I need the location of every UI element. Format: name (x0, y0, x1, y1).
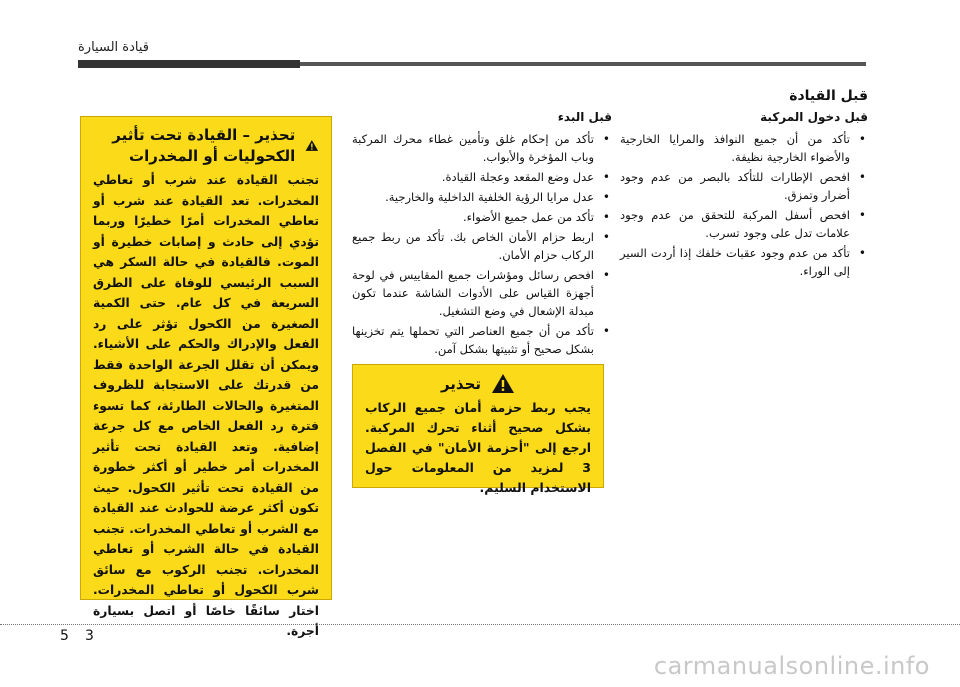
page-number-page: 5 (60, 628, 69, 644)
list-item: • تأكد من إحكام غلق وتأمين غطاء محرك المركبة وباب المؤخرة والأبواب. (352, 130, 594, 166)
section-title: قبل القيادة (789, 88, 868, 104)
list-item: • تأكد من عمل جميع الأضواء. (352, 208, 594, 226)
list-item: • عدل مرايا الرؤية الخلفية الداخلية والخارجية. (352, 188, 594, 206)
right-column-heading: قبل دخول المركبة (760, 110, 868, 124)
list-item: • تأكد من عدم وجود عقبات خلفك إذا أردت السير إلى الوراء. (620, 244, 850, 280)
list-item: • افحص الإطارات للتأكد بالبصر من عدم وجود أضرار وتمزق. (620, 168, 850, 204)
warning-text: يجب ربط حزمة أمان جميع الركاب بشكل صحيح أثناء تحرك المركبة. ارجع إلى "أحزمة الأمان" في الفصل 3 لمزيد من المعلومات حول الاستخدام السليم. (365, 400, 591, 495)
middle-column-list (352, 130, 612, 358)
list-item: • افحص رسائل ومؤشرات جميع المقاييس في لوحة أجهزة القياس على الأدوات الشاشة عندما تكون مبدلة الإشعال في وضع التشغيل. (352, 266, 594, 320)
list-item: • افحص أسفل المركبة للتحقق من عدم وجود علامات تدل على وجود تسرب. (620, 206, 850, 242)
list-item: • عدل وضع المقعد وعجلة القيادة. (352, 168, 594, 186)
middle-column (352, 108, 612, 360)
warning-box-alcohol (80, 116, 332, 638)
list-item: • تأكد من أن جميع العناصر التي تحملها يتم تخزينها بشكل صحيح أو تثبيتها بشكل آمن. (352, 322, 594, 358)
warning-triangle-icon (491, 373, 515, 394)
list-item: • تأكد من أن جميع النوافذ والمرايا الخارجية والأضواء الخارجية نظيفة. (620, 130, 850, 166)
warning-title: تحذير – القيادة تحت تأثير الكحوليات أو المخدرات (112, 126, 296, 165)
page-number-chapter: 3 (85, 628, 94, 644)
header-rule-accent (78, 60, 300, 68)
warning-triangle-icon (305, 135, 319, 156)
warning-text: تجنب القيادة عند شرب أو تعاطي المخدرات. تعد القيادة عند شرب أو تعاطي المخدرات أمرًا خطيرًا وربما تؤدي إلى حادث و إصابات خطيرة أو الموت. فالقيادة في حالة السكر هي السبب الرئيسي للوفاة على الطرق السريعة في كل عام. حتى الكمية الصغيرة من الكحول تؤثر على رد الفعل والإدراك والحكم على الأشياء. ويمكن أن تقلل الجرعة الواحدة فقط من قدرتك على الاستجابة للظروف المتغيرة والحالات الطارئة، كما تسوء فترة رد الفعل الخاص مع كل جرعة إضافية. وتعد القيادة تحت تأثير المخدرات أمر خطير أو أكثر خطورة من القيادة تحت تأثير الكحول. حيث تكون أكثر عرضة للحوادث عند القيادة مع الشرب أو تعاطي المخدرات. تجنب القيادة في حالة الشرب أو تعاطي المخدرات. تجنب الركوب مع سائق شرب الكحول أو تعاطي المخدرات. اختار سائقًا خاصًا أو اتصل بسيارة أجرة. (93, 173, 319, 638)
warning-header (365, 373, 591, 394)
header-title: قيادة السيارة (78, 40, 149, 55)
footer-divider (0, 624, 960, 625)
warning-header (93, 125, 319, 166)
right-column (620, 108, 868, 282)
watermark: carmanualsonline.info (653, 652, 930, 680)
middle-column-heading: قبل البدء (557, 110, 612, 124)
warning-title: تحذير (440, 374, 482, 393)
right-column-list (620, 130, 868, 280)
warning-box-seatbelt (352, 364, 604, 495)
list-item: • اربط حزام الأمان الخاص بك. تأكد من ربط جميع الركاب حزام الأمان. (352, 228, 594, 264)
